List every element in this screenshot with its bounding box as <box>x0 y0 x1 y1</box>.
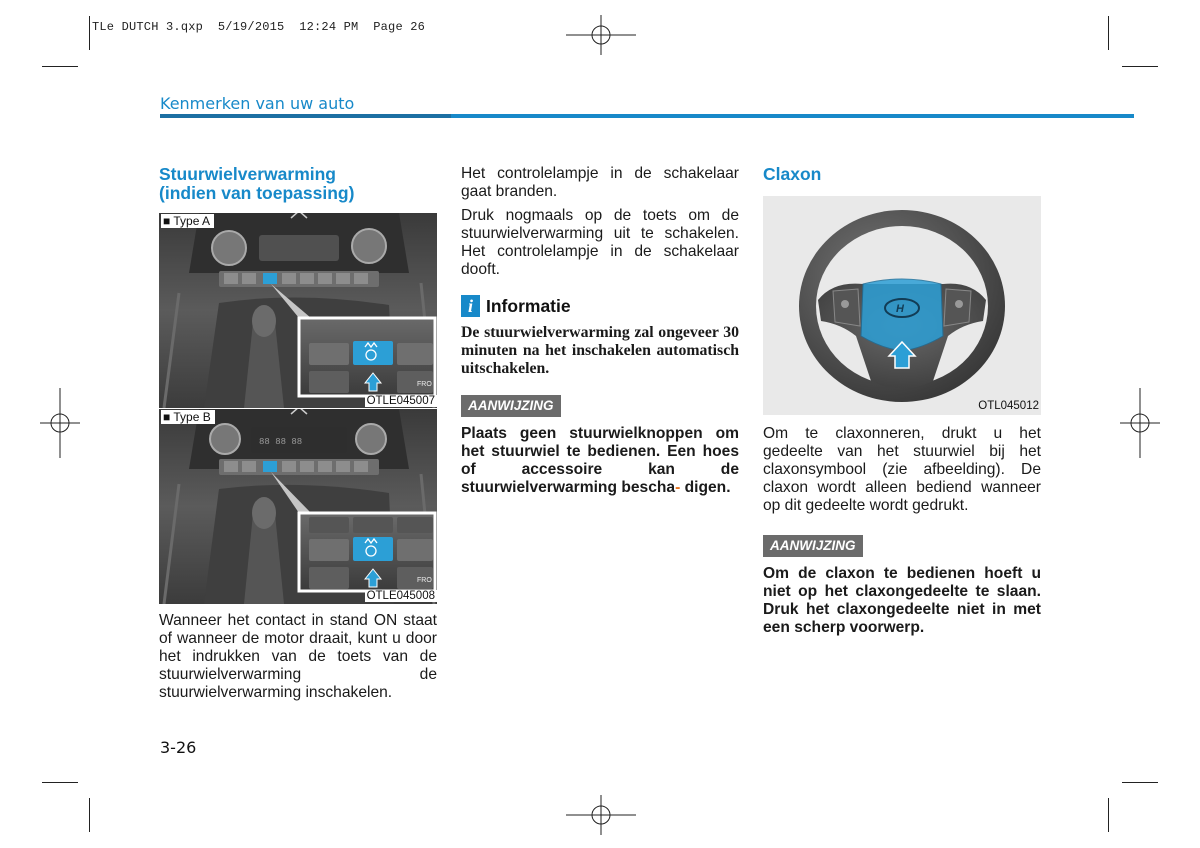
crop-mark <box>89 16 90 50</box>
section-heading <box>159 165 437 203</box>
notice-header <box>763 535 1041 557</box>
crop-mark <box>89 798 90 832</box>
svg-text:88 88 88: 88 88 88 <box>259 437 303 447</box>
notice-text-main: Plaats geen stuurwielknoppen om het stuurwiel te bedienen. Een hoes of accessoire kan de stuurwielverwarming <box>461 425 739 496</box>
column-2 <box>461 165 739 497</box>
column-3 <box>763 165 1041 184</box>
figure-type-label: ■ Type A <box>161 214 214 228</box>
console-heated-steering-button-illustration <box>159 213 437 408</box>
crop-mark <box>42 782 78 783</box>
crop-mark <box>1108 16 1109 50</box>
paragraph: Om te claxonneren, drukt u het gedeelte van het stuurwiel bij het claxonsymbool (zie afbeelding). De claxon wordt alleen bediend wanneer op dit gedeelte wordt gedrukt. <box>763 425 1041 514</box>
paragraph: Druk nogmaals op de toets om de stuurwielverwarming uit te schakelen. Het controlelampje in de schakelaar dooft. <box>461 207 739 278</box>
svg-text:H: H <box>896 303 904 315</box>
heading-line-1: Stuurwielverwarming <box>159 164 336 184</box>
registration-mark-icon <box>1120 388 1160 458</box>
figure-code: OTLE045008 <box>366 590 435 602</box>
paragraph: Wanneer het contact in stand ON staat of wanneer de motor draait, kunt u door het indrukken van de toets van de stuurwielverwarming de stuurwielverwarming inschakelen. <box>159 612 437 701</box>
notice-badge: AANWIJZING <box>461 395 561 417</box>
crop-mark <box>1122 782 1158 783</box>
figure-steering-wheel <box>763 196 1041 415</box>
notice-header <box>461 395 739 417</box>
svg-text:FRO: FRO <box>417 577 432 584</box>
notice-badge: AANWIJZING <box>763 535 863 557</box>
svg-text:FRO: FRO <box>417 381 432 388</box>
info-icon: i <box>461 295 480 317</box>
print-header: TLe DUTCH 3.qxp 5/19/2015 12:24 PM Page 26 <box>92 20 426 34</box>
page-number: 3-26 <box>160 738 197 757</box>
registration-mark-icon <box>40 388 80 458</box>
figure-type-a <box>159 213 437 408</box>
notice-text-end: digen. <box>684 479 731 496</box>
info-header <box>461 295 739 317</box>
paragraph: Het controlelampje in de schakelaar gaat branden. <box>461 165 739 200</box>
console-heated-steering-button-illustration <box>159 409 437 604</box>
registration-mark-icon <box>566 795 636 835</box>
heading-line-2: (indien van toepassing) <box>159 183 355 203</box>
section-heading: Claxon <box>763 164 822 184</box>
notice-text-hyphenated-word: bescha <box>621 479 676 496</box>
section-title: Kenmerken van uw auto <box>160 94 355 113</box>
column-3-text <box>763 425 1041 637</box>
notice-text: Om de claxon te bedienen hoeft u niet op het claxongedeelte te slaan. Druk het claxongedeelte niet in met een scherp voorwerp. <box>763 565 1041 636</box>
column-1 <box>159 165 437 203</box>
info-text: De stuurwielverwarming zal ongeveer 30 minuten na het inschakelen automatisch uitschakelen. <box>461 324 739 377</box>
crop-mark <box>1122 66 1158 67</box>
steering-wheel-horn-illustration <box>763 196 1041 415</box>
info-title: Informatie <box>486 295 571 316</box>
notice-hyphen: - <box>675 479 681 496</box>
crop-mark <box>1108 798 1109 832</box>
figure-type-label: ■ Type B <box>161 410 215 424</box>
notice-text <box>461 425 739 497</box>
section-rule-accent <box>160 114 451 118</box>
figure-code: OTLE045007 <box>366 395 435 407</box>
figure-type-b <box>159 408 437 604</box>
column-1-text <box>159 612 437 702</box>
crop-mark <box>42 66 78 67</box>
registration-mark-icon <box>566 15 636 55</box>
figure-code: OTL045012 <box>978 400 1039 412</box>
